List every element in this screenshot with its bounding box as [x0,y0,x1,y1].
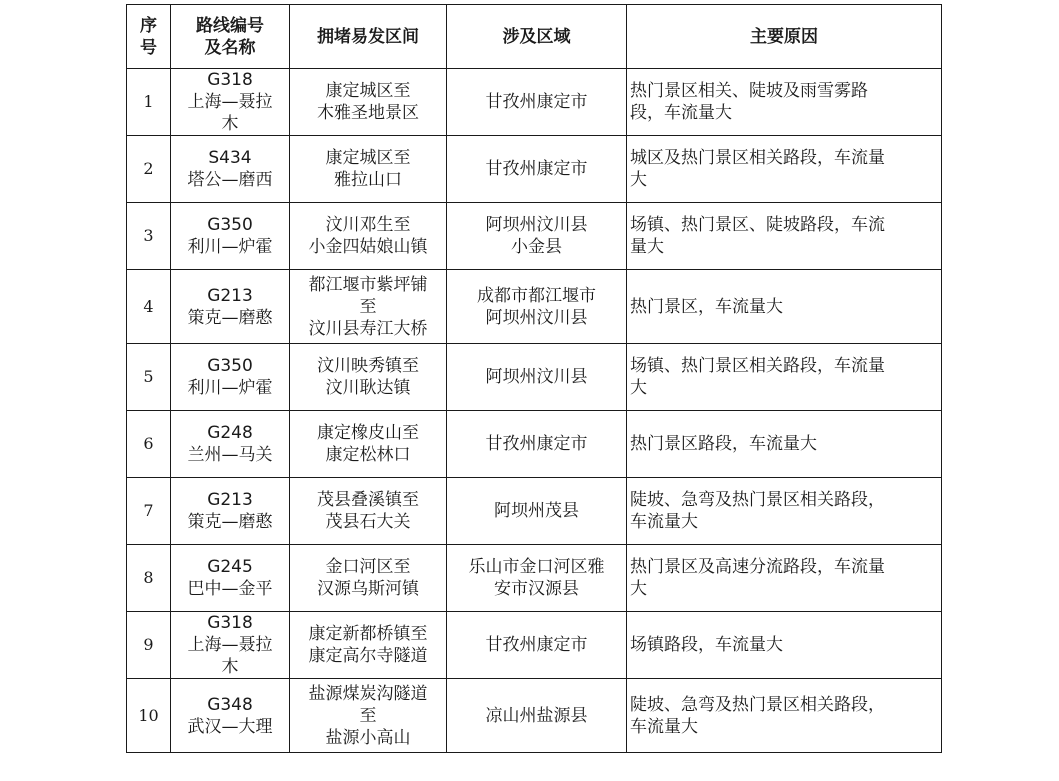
header-segment: 拥堵易发区间 [290,5,447,69]
route-cell: G350 利川—炉霍 [171,203,290,270]
area-cell: 阿坝州汶川县 小金县 [447,203,627,270]
route-cell: G213 策克—磨憨 [171,270,290,344]
segment-cell: 康定橡皮山至 康定松林口 [290,411,447,478]
reason-cell: 热门景区，车流量大 [627,270,942,344]
segment-cell: 茂县叠溪镇至 茂县石大关 [290,478,447,545]
segment-cell: 汶川映秀镇至 汶川耿达镇 [290,344,447,411]
reason-cell: 热门景区路段，车流量大 [627,411,942,478]
table-row [127,612,942,679]
row-index: 2 [127,136,171,203]
segment-cell: 金口河区至 汉源乌斯河镇 [290,545,447,612]
area-cell: 成都市都江堰市 阿坝州汶川县 [447,270,627,344]
congestion-table [126,4,942,753]
table-row [127,411,942,478]
table-row [127,478,942,545]
reason-cell: 场镇、热门景区、陡坡路段，车流 量大 [627,203,942,270]
area-cell: 甘孜州康定市 [447,411,627,478]
route-cell: G348 武汉—大理 [171,679,290,753]
table-row [127,679,942,753]
area-cell: 凉山州盐源县 [447,679,627,753]
reason-cell: 陡坡、急弯及热门景区相关路段， 车流量大 [627,478,942,545]
table-row [127,545,942,612]
reason-cell: 场镇路段，车流量大 [627,612,942,679]
reason-cell: 城区及热门景区相关路段，车流量 大 [627,136,942,203]
segment-cell: 康定城区至 雅拉山口 [290,136,447,203]
segment-cell: 康定新都桥镇至 康定高尔寺隧道 [290,612,447,679]
row-index: 6 [127,411,171,478]
row-index: 8 [127,545,171,612]
table-row [127,203,942,270]
table-header-row [127,5,942,69]
reason-cell: 场镇、热门景区相关路段，车流量 大 [627,344,942,411]
area-cell: 阿坝州茂县 [447,478,627,545]
area-cell: 乐山市金口河区雅 安市汉源县 [447,545,627,612]
route-cell: G248 兰州—马关 [171,411,290,478]
segment-cell: 汶川邓生至 小金四姑娘山镇 [290,203,447,270]
congestion-table-wrapper [126,4,942,753]
header-reason: 主要原因 [627,5,942,69]
reason-cell: 陡坡、急弯及热门景区相关路段， 车流量大 [627,679,942,753]
table-body [127,69,942,753]
segment-cell: 康定城区至 木雅圣地景区 [290,69,447,136]
segment-cell: 都江堰市紫坪铺 至 汶川县寿江大桥 [290,270,447,344]
reason-cell: 热门景区相关、陡坡及雨雪雾路 段，车流量大 [627,69,942,136]
segment-cell: 盐源煤炭沟隧道 至 盐源小高山 [290,679,447,753]
row-index: 9 [127,612,171,679]
row-index: 10 [127,679,171,753]
area-cell: 甘孜州康定市 [447,612,627,679]
route-cell: G318 上海—聂拉 木 [171,69,290,136]
area-cell: 阿坝州汶川县 [447,344,627,411]
route-cell: G318 上海—聂拉 木 [171,612,290,679]
reason-cell: 热门景区及高速分流路段，车流量 大 [627,545,942,612]
route-cell: G350 利川—炉霍 [171,344,290,411]
row-index: 4 [127,270,171,344]
row-index: 5 [127,344,171,411]
area-cell: 甘孜州康定市 [447,136,627,203]
row-index: 7 [127,478,171,545]
table-row [127,344,942,411]
table-row [127,270,942,344]
row-index: 3 [127,203,171,270]
route-cell: G213 策克—磨憨 [171,478,290,545]
header-index: 序 号 [127,5,171,69]
row-index: 1 [127,69,171,136]
header-area: 涉及区域 [447,5,627,69]
table-row [127,136,942,203]
header-route: 路线编号 及名称 [171,5,290,69]
route-cell: G245 巴中—金平 [171,545,290,612]
table-row [127,69,942,136]
route-cell: S434 塔公—磨西 [171,136,290,203]
area-cell: 甘孜州康定市 [447,69,627,136]
